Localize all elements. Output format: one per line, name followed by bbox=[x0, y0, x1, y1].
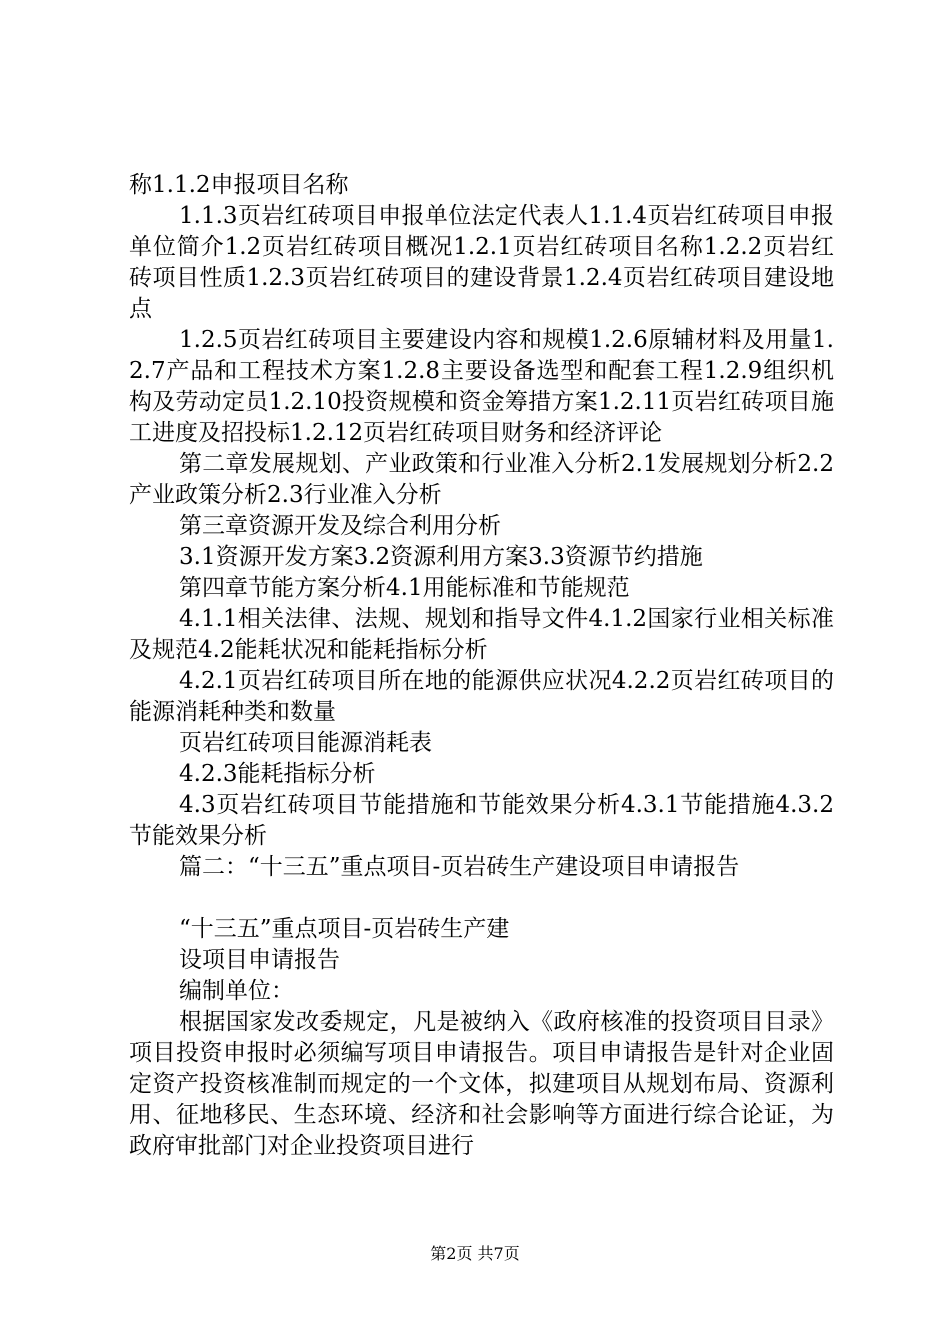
section-heading-part-two: 篇二：“十三五”重点项目-页岩砖生产建设项目申请报告 bbox=[179, 854, 740, 880]
paragraph-12: 4.3页岩红砖项目节能措施和节能效果分析4.3.1节能措施4.3.2节能效果分析 bbox=[129, 792, 834, 849]
paragraph-7: 第四章节能方案分析4.1用能标准和节能规范 bbox=[179, 575, 630, 601]
paragraph-11: 4.2.3能耗指标分析 bbox=[179, 761, 376, 787]
paragraph-4: 第二章发展规划、产业政策和行业准入分析2.1发展规划分析2.2产业政策分析2.3行业准入分析 bbox=[129, 451, 834, 508]
paragraph-9: 4.2.1页岩红砖项目所在地的能源供应状况4.2.2页岩红砖项目的能源消耗种类和数量 bbox=[129, 668, 834, 725]
paragraph-10: 页岩红砖项目能源消耗表 bbox=[179, 730, 432, 756]
paragraph-intro: 根据国家发改委规定，凡是被纳入《政府核准的投资项目目录》项目投资申报时必须编写项目申请报告。项目申请报告是针对企业固定资产投资核准制而规定的一个文体，拟建项目从规划布局、资源利用、征地移民、生态环境、经济和社会影响等方面进行综合论证，为政府审批部门对企业投资项目进行 bbox=[129, 1009, 834, 1159]
compiler-label: 编制单位： bbox=[179, 978, 294, 1004]
report-title-line-1: “十三五”重点项目-页岩砖生产建 bbox=[179, 916, 510, 942]
paragraph-1: 称1.1.2申报项目名称 bbox=[129, 172, 349, 198]
document-body bbox=[129, 170, 834, 1162]
paragraph-5: 第三章资源开发及综合利用分析 bbox=[179, 513, 501, 539]
report-title-line-2: 设项目申请报告 bbox=[179, 947, 340, 973]
paragraph-8: 4.1.1相关法律、法规、规划和指导文件4.1.2国家行业相关标准及规范4.2能耗状况和能耗指标分析 bbox=[129, 606, 834, 663]
paragraph-3: 1.2.5页岩红砖项目主要建设内容和规模1.2.6原辅材料及用量1.2.7产品和工程技术方案1.2.8主要设备选型和配套工程1.2.9组织机构及劳动定员1.2.10投资规模和资金筹措方案1.2.11页岩红砖项目施工进度及招投标1.2.12页岩红砖项目财务和经济评论 bbox=[129, 327, 834, 446]
paragraph-6: 3.1资源开发方案3.2资源利用方案3.3资源节约措施 bbox=[179, 544, 703, 570]
paragraph-2: 1.1.3页岩红砖项目申报单位法定代表人1.1.4页岩红砖项目申报单位简介1.2页岩红砖项目概况1.2.1页岩红砖项目名称1.2.2页岩红砖项目性质1.2.3页岩红砖项目的建设背景1.2.4页岩红砖项目建设地点 bbox=[129, 203, 834, 322]
page-number-footer: 第2页 共7页 bbox=[430, 1244, 520, 1263]
